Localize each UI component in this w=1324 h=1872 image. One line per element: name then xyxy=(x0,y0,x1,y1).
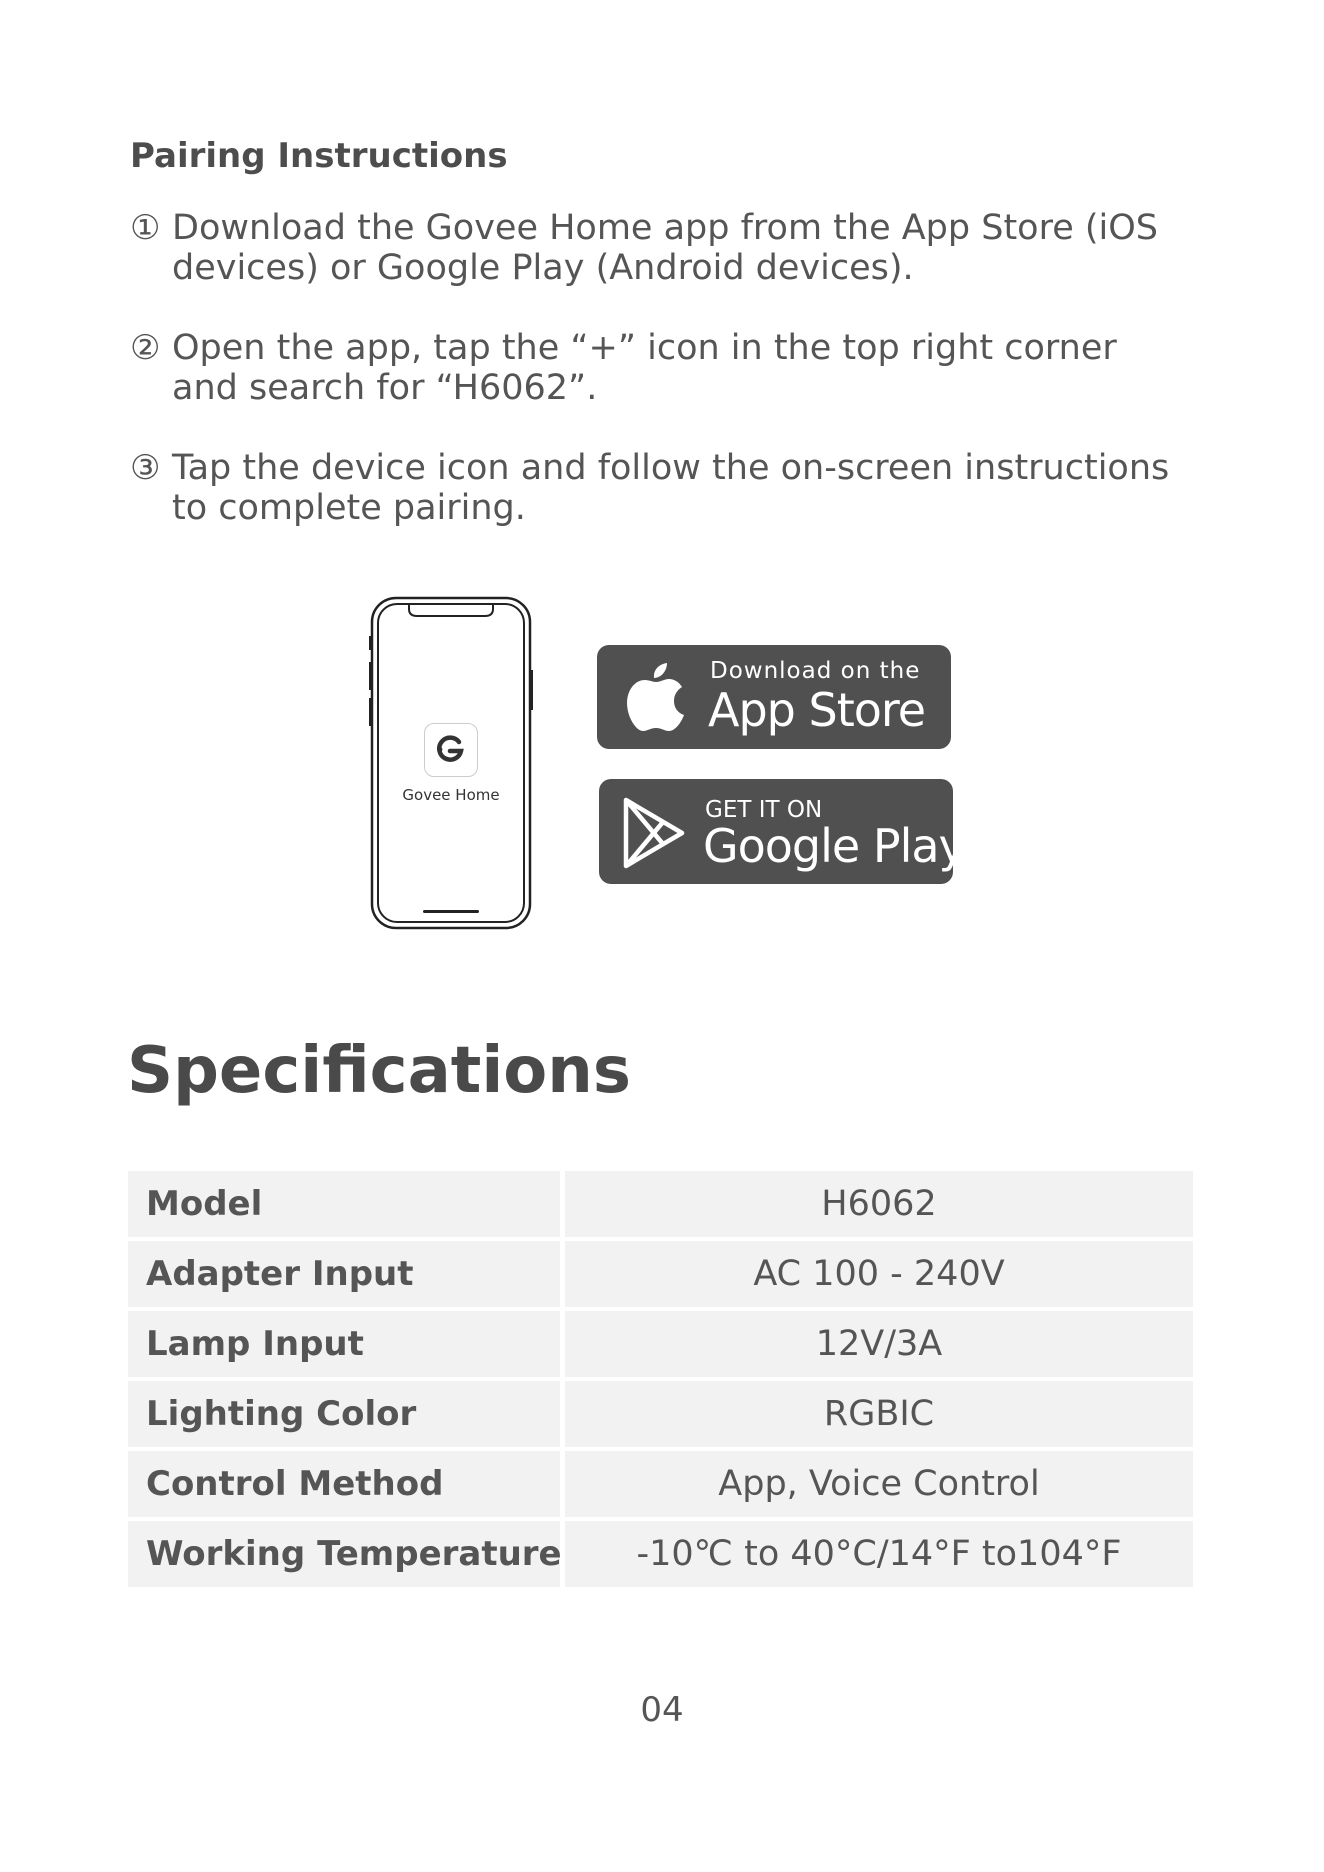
table-row xyxy=(128,1241,1193,1307)
step-text: Open the app, tap the “+” icon in the top right corner and search for “H6062”. xyxy=(172,328,1117,408)
spec-label: Lamp Input xyxy=(128,1311,560,1377)
spec-value: 12V/3A xyxy=(565,1311,1193,1377)
step-number: ① xyxy=(130,208,161,248)
pairing-step-1 xyxy=(130,208,1190,288)
spec-label: Model xyxy=(128,1171,560,1237)
play-icon xyxy=(623,797,685,869)
badge-big-text: Google Play xyxy=(703,819,965,873)
badge-small-text: Download on the xyxy=(710,658,921,684)
table-row xyxy=(128,1171,1193,1237)
table-row xyxy=(128,1311,1193,1377)
step-number: ③ xyxy=(130,448,161,488)
badge-big-text: App Store xyxy=(708,683,926,737)
spec-value: -10℃ to 40°C/14°F to104°F xyxy=(565,1521,1193,1587)
app-icon[interactable] xyxy=(424,723,478,777)
specifications-table xyxy=(128,1171,1193,1591)
table-row xyxy=(128,1521,1193,1587)
pairing-title: Pairing Instructions xyxy=(130,136,508,176)
table-row xyxy=(128,1451,1193,1517)
spec-label: Adapter Input xyxy=(128,1241,560,1307)
step-number: ② xyxy=(130,328,161,368)
page-number: 04 xyxy=(640,1690,684,1730)
spec-value: H6062 xyxy=(565,1171,1193,1237)
table-row xyxy=(128,1381,1193,1447)
step-text: Tap the device icon and follow the on-screen instructions to complete pairing. xyxy=(172,448,1170,528)
spec-label: Lighting Color xyxy=(128,1381,560,1447)
app-store-badge[interactable] xyxy=(597,645,951,749)
google-play-badge[interactable] xyxy=(599,779,965,884)
govee-logo-icon xyxy=(425,724,476,775)
badge-small-text: GET IT ON xyxy=(705,797,823,823)
spec-value: RGBIC xyxy=(565,1381,1193,1447)
specifications-title: Specifications xyxy=(127,1034,631,1108)
spec-label: Working Temperature xyxy=(128,1521,560,1587)
spec-value: AC 100 - 240V xyxy=(565,1241,1193,1307)
spec-value: App, Voice Control xyxy=(565,1451,1193,1517)
pairing-step-2 xyxy=(130,328,1190,408)
step-text: Download the Govee Home app from the App Store (iOS devices) or Google Play (Android devices). xyxy=(172,208,1159,288)
apple-icon xyxy=(627,661,685,731)
spec-label: Control Method xyxy=(128,1451,560,1517)
phone-illustration xyxy=(369,596,533,930)
app-name-label: Govee Home xyxy=(402,786,500,804)
pairing-step-3 xyxy=(130,448,1190,528)
